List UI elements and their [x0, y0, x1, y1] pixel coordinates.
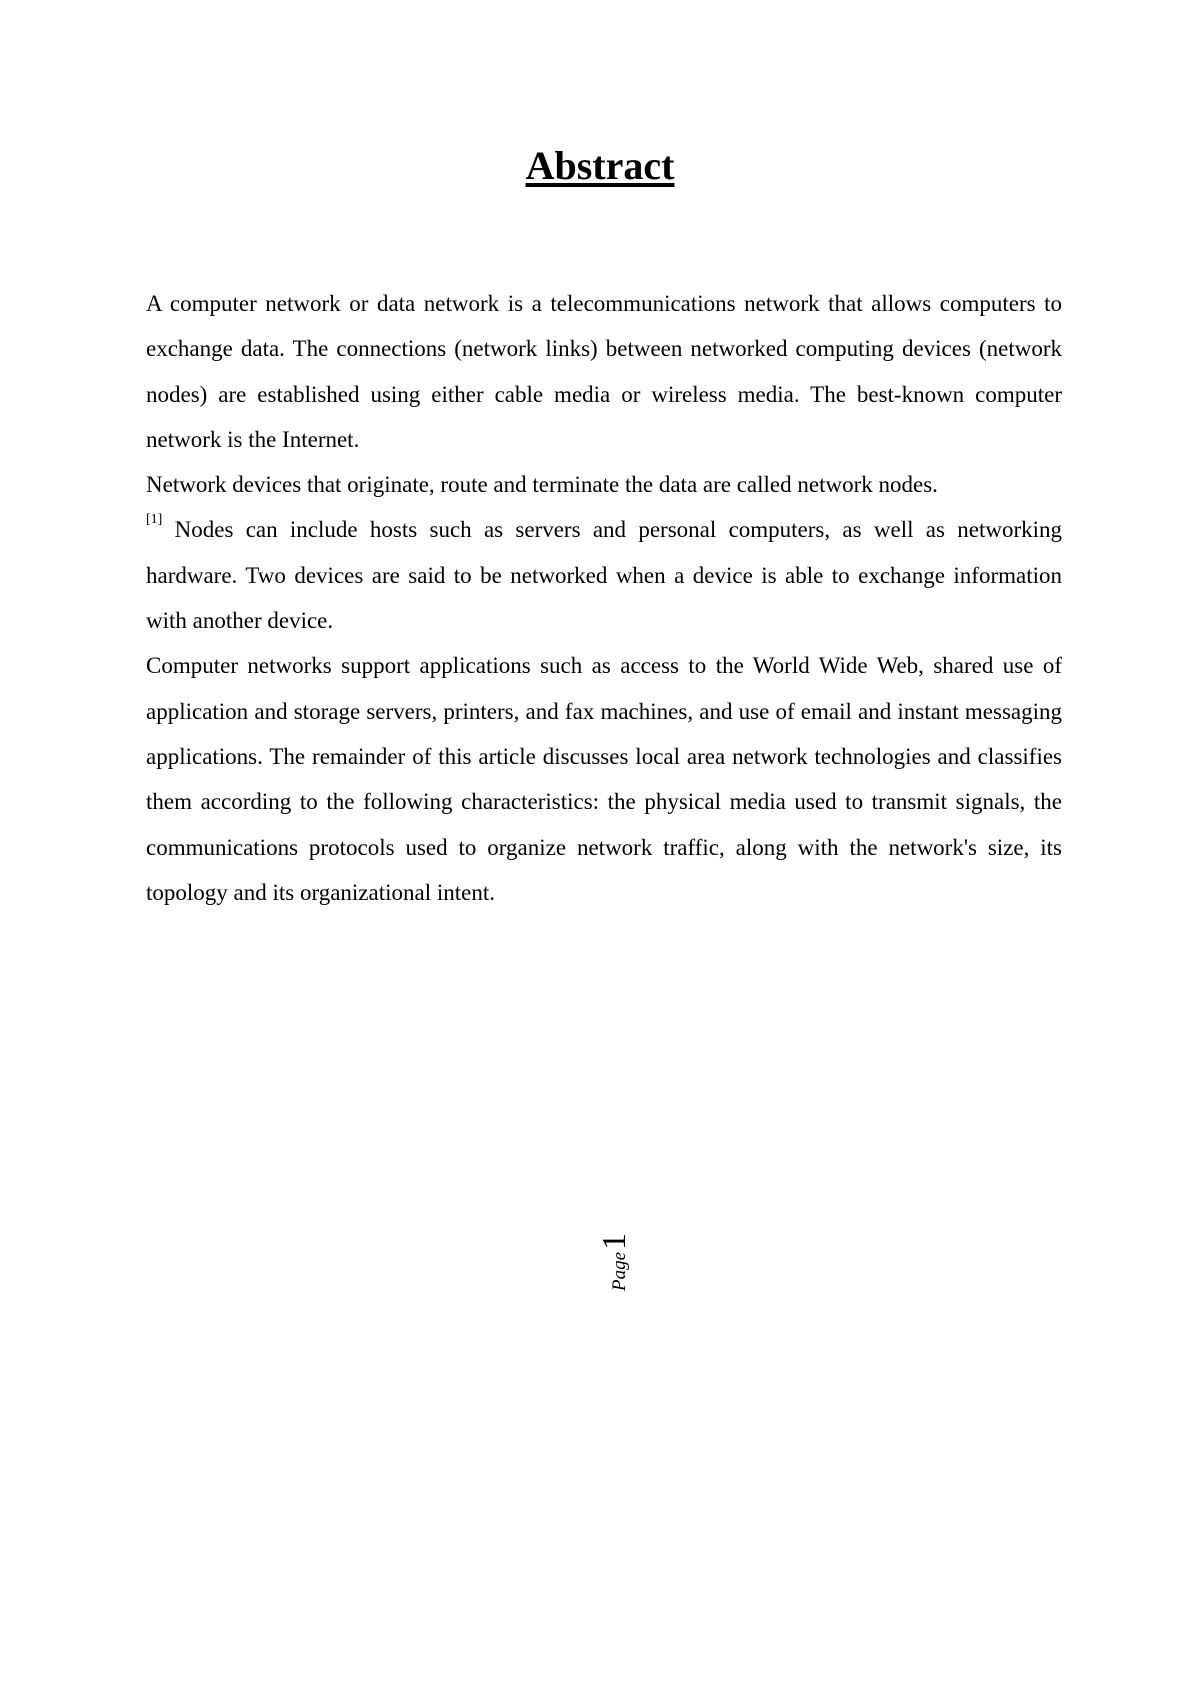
- reference-marker: [1]: [146, 512, 163, 528]
- page-number: 1: [596, 1232, 633, 1250]
- page-label: Page: [609, 1251, 630, 1292]
- paragraph-2-text-start: Network devices that originate, route and terminate the data are called network nodes.: [146, 472, 938, 498]
- paragraph-1: A computer network or data network is a telecommunications network that allows computers to exchange data. The connections (network links) between networked computing devices (network nodes) are established using either cable media or wireless media. The best-known computer network is the Internet.: [146, 291, 1062, 452]
- paragraph-2-text-end: Nodes can include hosts such as servers and personal computers, as well as networking hardware. Two devices are said to be networked when a device is able to exchange information with another device.: [146, 517, 1062, 634]
- abstract-body: [146, 281, 1062, 915]
- paragraph-3: Computer networks support applications such as access to the World Wide Web, shared use of application and storage servers, printers, and fax machines, and use of email and instant messaging applications. The remainder of this article discusses local area network technologies and classifies them according to the following characteristics: the physical media used to transmit signals, the communications protocols used to organize network traffic, along with the network's size, its topology and its organizational intent.: [146, 653, 1062, 905]
- paragraph-2: [146, 462, 1062, 643]
- page-number-footer: [592, 1212, 638, 1312]
- page-title: Abstract: [525, 143, 675, 188]
